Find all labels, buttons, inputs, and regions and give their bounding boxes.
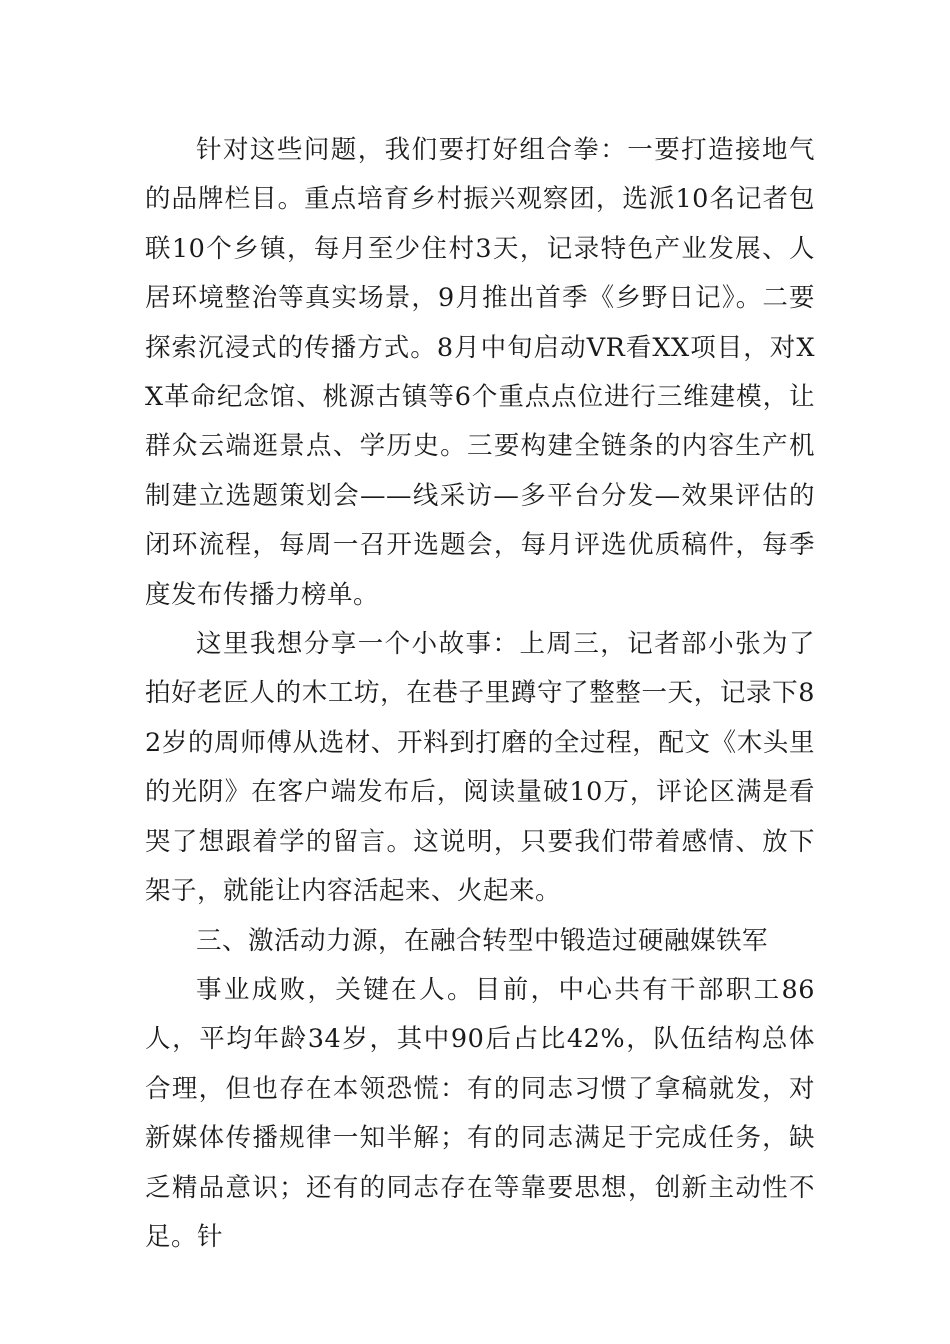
- paragraph-personnel: 事业成败，关键在人。目前，中心共有干部职工86人，平均年龄34岁，其中90后占比42%，队伍结构总体合理，但也存在本领恐慌：有的同志习惯了拿稿就发，对新媒体传播规律一知半解；有的同志满足于完成任务，缺乏精品意识；还有的同志存在等靠要思想，创新主动性不足。针: [145, 974, 815, 1252]
- paragraph-story: 这里我想分享一个小故事：上周三，记者部小张为了拍好老匠人的木工坊，在巷子里蹲守了整整一天，记录下82岁的周师傅从选材、开料到打磨的全过程，配文《木头里的光阴》在客户端发布后，阅读量破10万，评论区满是看哭了想跟着学的留言。这说明，只要我们带着感情、放下架子，就能让内容活起来、火起来。: [145, 629, 815, 907]
- section-heading: 三、激活动力源，在融合转型中锻造过硬融媒铁军: [196, 925, 769, 956]
- paragraph-combination-measures: 针对这些问题，我们要打好组合拳：一要打造接地气的品牌栏目。重点培育乡村振兴观察团，选派10名记者包联10个乡镇，每月至少住村3天，记录特色产业发展、人居环境整治等真实场景，9月推出首季《乡野日记》。二要探索沉浸式的传播方式。8月中旬启动VR看XX项目，对XX革命纪念馆、桃源古镇等6个重点点位进行三维建模，让群众云端逛景点、学历史。三要构建全链条的内容生产机制建立选题策划会——线采访—多平台分发—效果评估的闭环流程，每周一召开选题会，每月评选优质稿件，每季度发布传播力榜单。: [145, 135, 815, 610]
- document-body: [145, 126, 815, 1262]
